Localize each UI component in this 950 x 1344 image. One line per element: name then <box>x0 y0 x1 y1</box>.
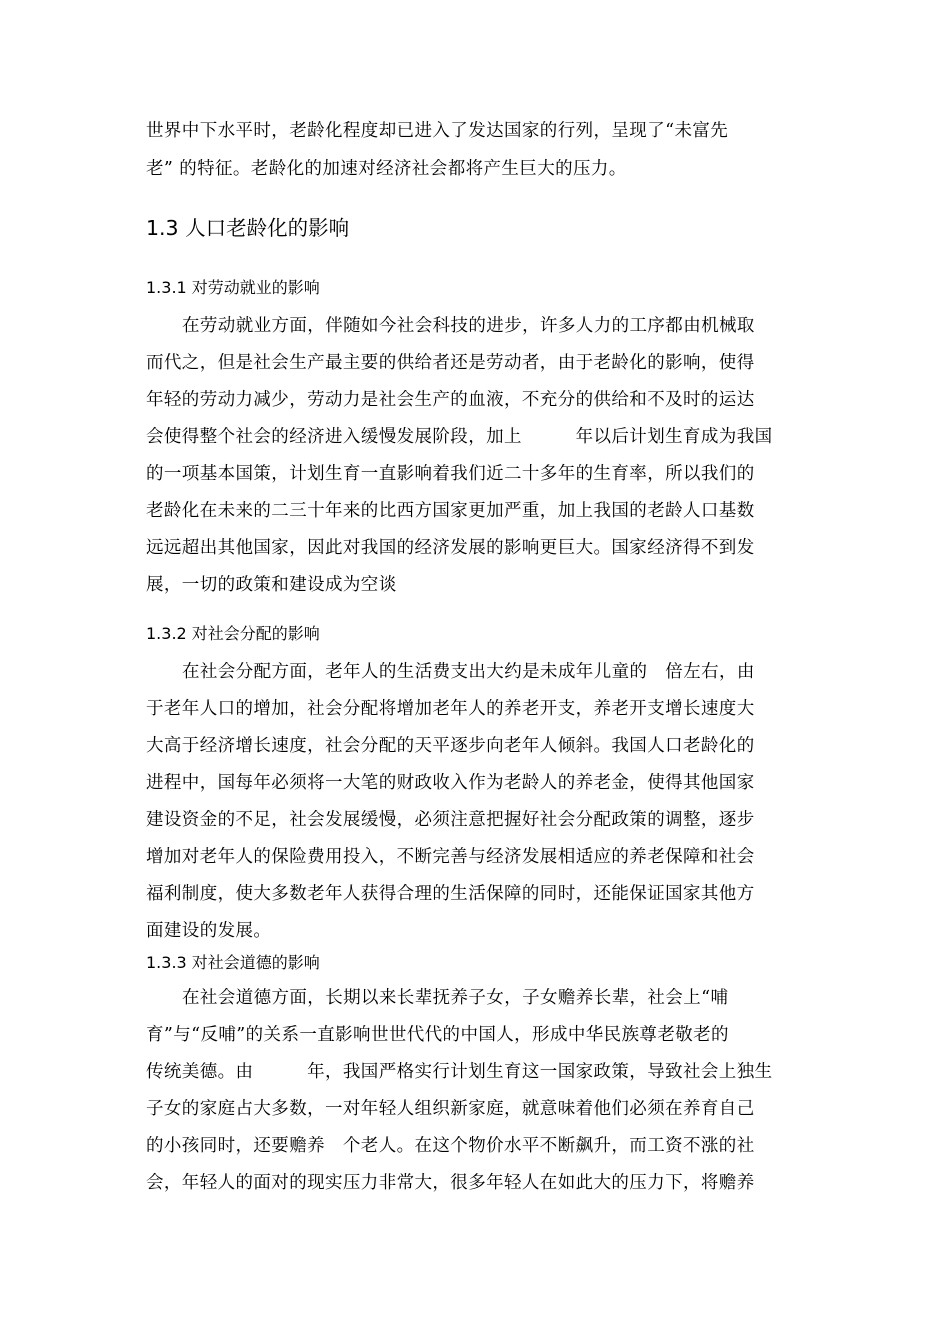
subsection-heading-1-3-2: 1.3.2 对社会分配的影响 <box>146 624 320 643</box>
paragraph-line: 而代之，但是社会生产最主要的供给者还是劳动者，由于老龄化的影响，使得 <box>146 353 755 373</box>
paragraph-line: 展，一切的政策和建设成为空谈 <box>146 575 397 595</box>
paragraph-line: 在社会道德方面，长期以来长辈抚养子女，子女赡养长辈，社会上“哺 <box>182 988 729 1008</box>
paragraph-line: 的一项基本国策，计划生育一直影响着我们近二十多年的生育率，所以我们的 <box>146 464 755 484</box>
paragraph-line: 的小孩同时，还要赡养 个老人。在这个物价水平不断飙升，而工资不涨的社 <box>146 1136 755 1156</box>
paragraph-line: 福利制度，使大多数老年人获得合理的生活保障的同时，还能保证国家其他方 <box>146 884 755 904</box>
paragraph-line: 面建设的发展。 <box>146 921 272 941</box>
paragraph-line: 于老年人口的增加，社会分配将增加老年人的养老开支，养老开支增长速度大 <box>146 699 755 719</box>
paragraph-line: 会使得整个社会的经济进入缓慢发展阶段，加上 年以后计划生育成为我国 <box>146 427 773 447</box>
paragraph-line: 大高于经济增长速度，社会分配的天平逐步向老年人倾斜。我国人口老龄化的 <box>146 736 755 756</box>
paragraph-line: 育”与“反哺”的关系一直影响世世代代的中国人，形成中华民族尊老敬老的 <box>146 1025 729 1045</box>
section-heading-1-3: 1.3 人口老龄化的影响 <box>146 216 350 240</box>
paragraph-line: 远远超出其他国家，因此对我国的经济发展的影响更巨大。国家经济得不到发 <box>146 538 755 558</box>
paragraph-line: 老龄化在未来的二三十年来的比西方国家更加严重，加上我国的老龄人口基数 <box>146 501 755 521</box>
paragraph-line: 建设资金的不足，社会发展缓慢，必须注意把握好社会分配政策的调整，逐步 <box>146 810 755 830</box>
paragraph-line: 年轻的劳动力减少，劳动力是社会生产的血液，不充分的供给和不及时的运达 <box>146 390 755 410</box>
paragraph-line: 传统美德。由 年，我国严格实行计划生育这一国家政策，导致社会上独生 <box>146 1062 773 1082</box>
paragraph-line: 在劳动就业方面，伴随如今社会科技的进步，许多人力的工序都由机械取 <box>182 316 755 336</box>
paragraph-line: 增加对老年人的保险费用投入，不断完善与经济发展相适应的养老保障和社会 <box>146 847 755 867</box>
subsection-heading-1-3-1: 1.3.1 对劳动就业的影响 <box>146 278 320 297</box>
paragraph-line: 进程中，国每年必须将一大笔的财政收入作为老龄人的养老金，使得其他国家 <box>146 773 755 793</box>
paragraph-line: 子女的家庭占大多数，一对年轻人组织新家庭，就意味着他们必须在养育自己 <box>146 1099 755 1119</box>
paragraph-line: 会，年轻人的面对的现实压力非常大，很多年轻人在如此大的压力下，将赡养 <box>146 1173 755 1193</box>
subsection-heading-1-3-3: 1.3.3 对社会道德的影响 <box>146 953 320 972</box>
paragraph-line: 世界中下水平时，老龄化程度却已进入了发达国家的行列，呈现了“未富先 <box>146 121 729 141</box>
paragraph-line: 在社会分配方面，老年人的生活费支出大约是未成年儿童的 倍左右，由 <box>182 662 755 682</box>
paragraph-line: 老” 的特征。老龄化的加速对经济社会都将产生巨大的压力。 <box>146 159 627 179</box>
